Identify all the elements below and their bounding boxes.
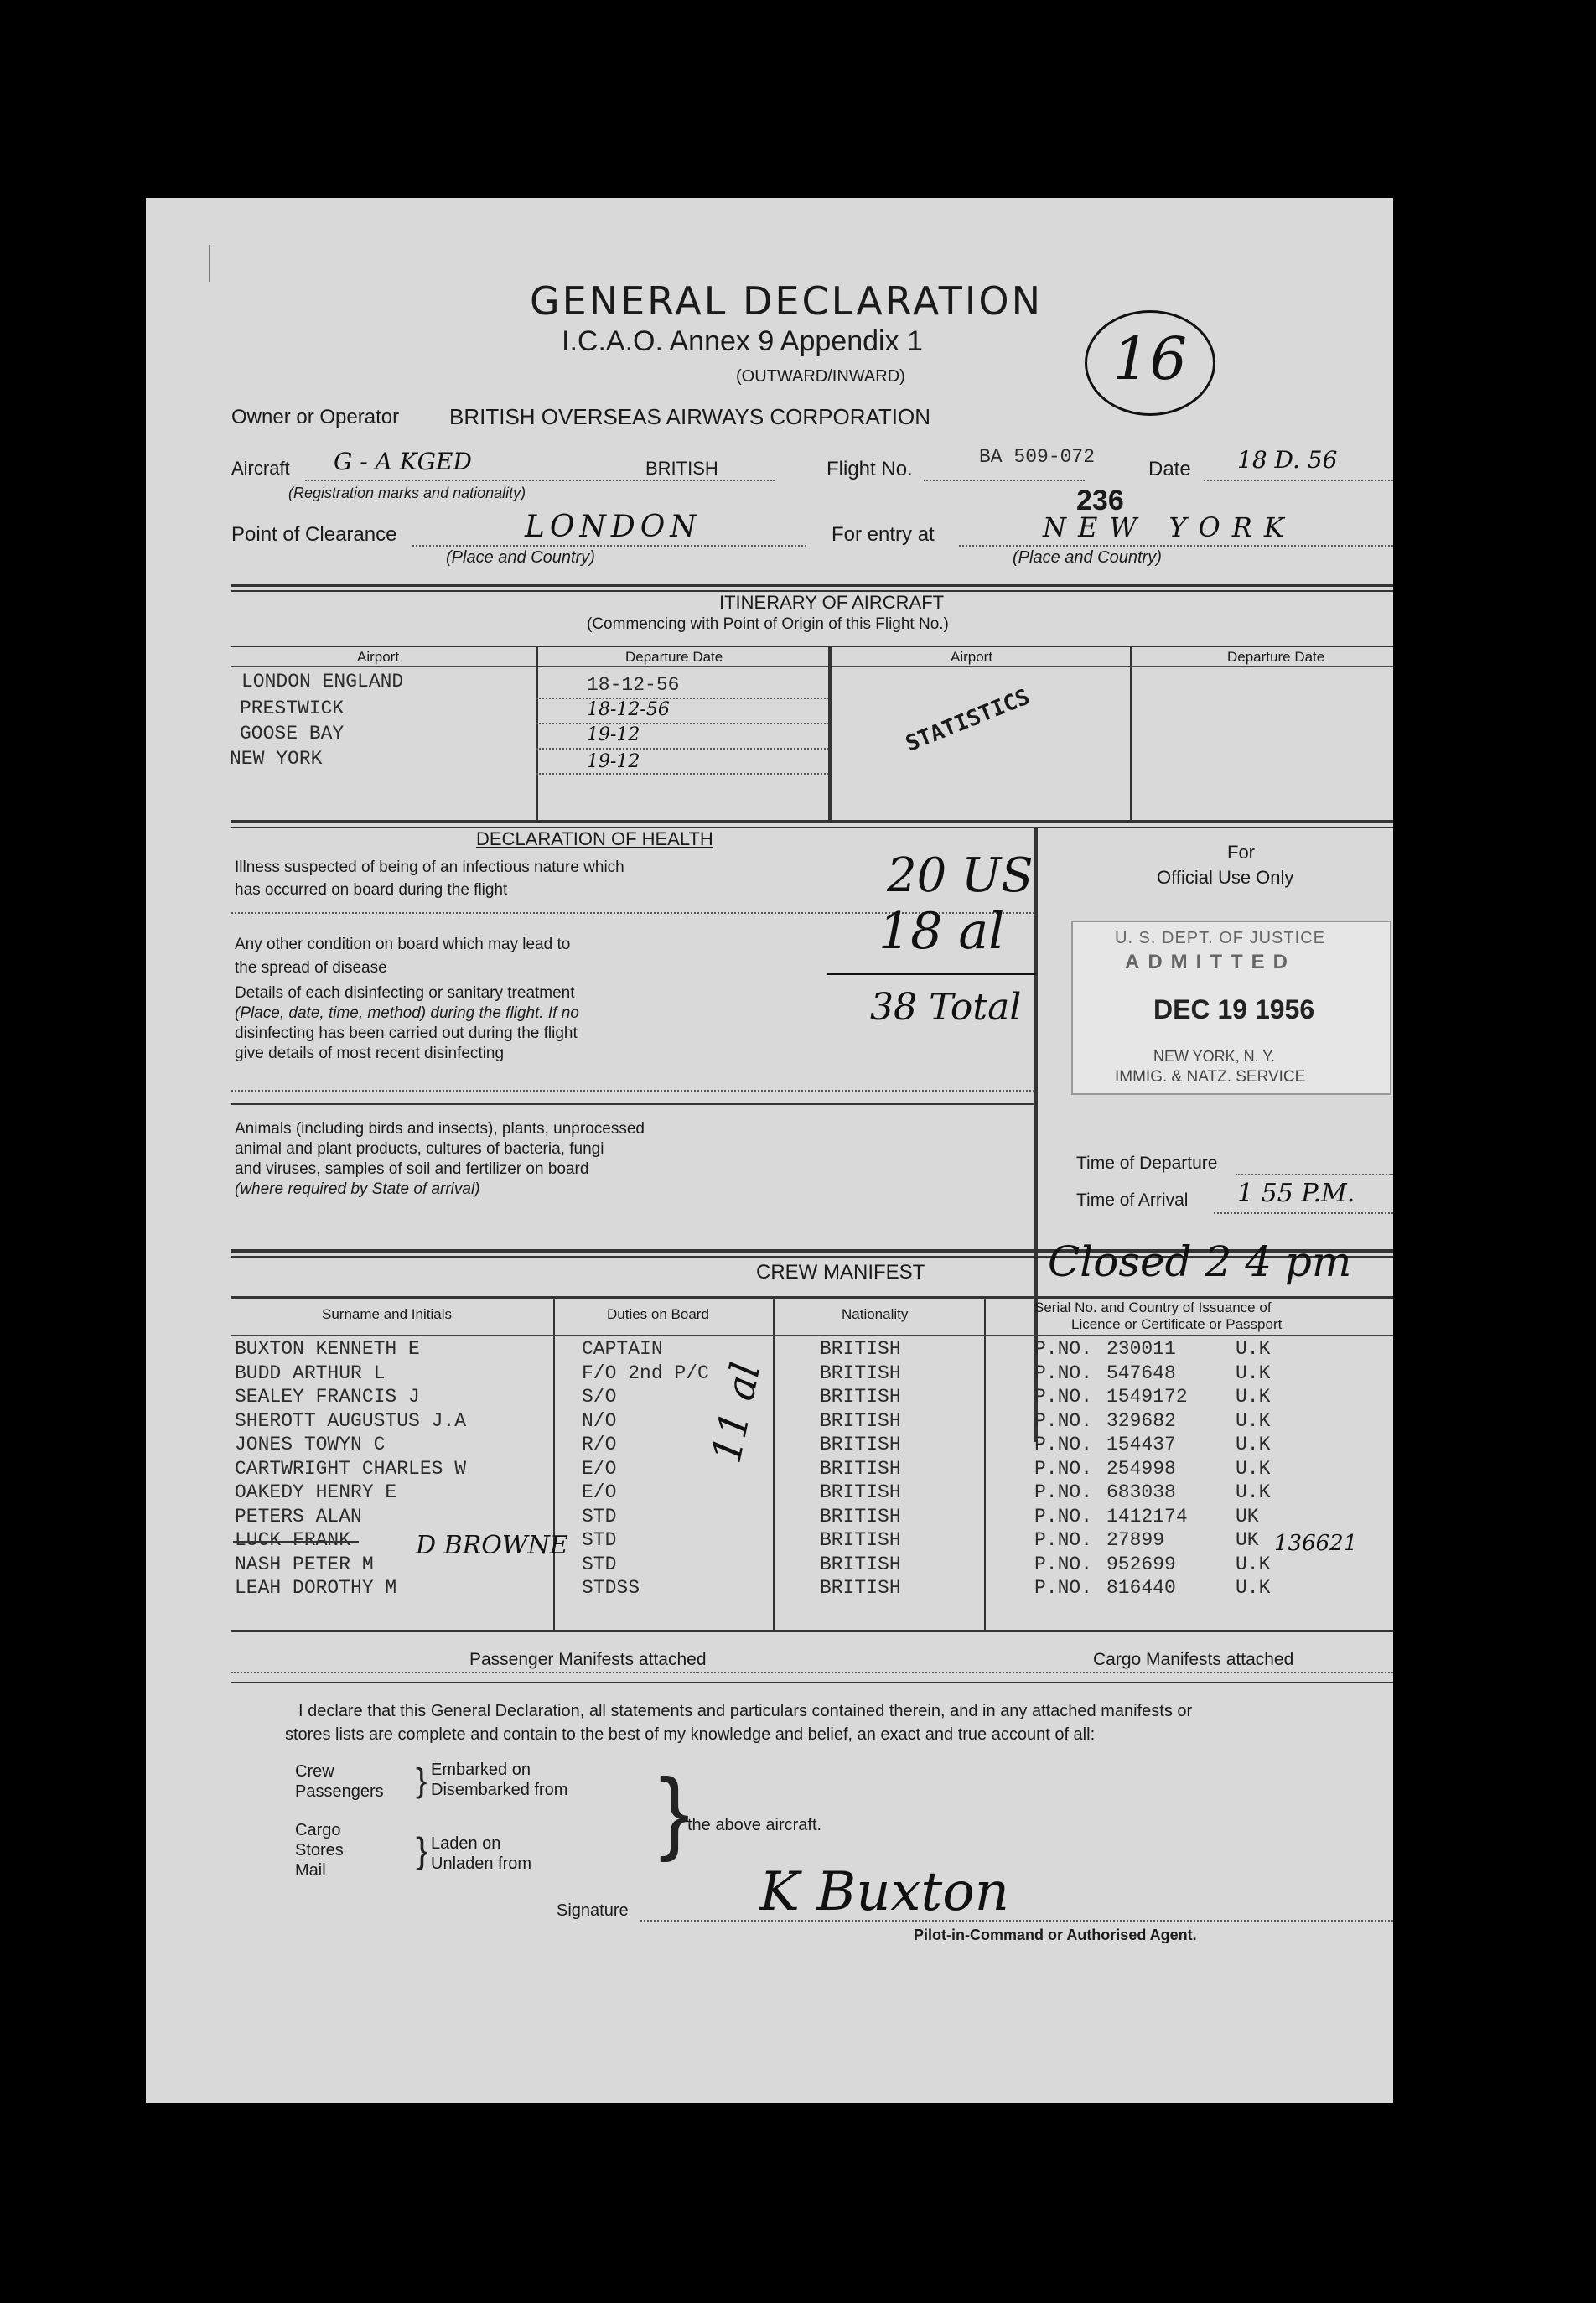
entry-label: For entry at xyxy=(832,523,935,546)
crew-row-name: NASH PETER M xyxy=(235,1553,374,1575)
decl-stores: Stores xyxy=(295,1841,344,1860)
crew-row-nationality: BRITISH xyxy=(820,1506,901,1528)
crew-row-pno: P.NO. xyxy=(1034,1410,1093,1432)
crew-row-serial: 329682 xyxy=(1106,1410,1176,1432)
crew-row-name: LUCK FRANK xyxy=(235,1529,351,1551)
crew-row-pno: P.NO. xyxy=(1034,1577,1093,1599)
crew-row-duty: E/O xyxy=(582,1458,617,1480)
health-q3-l4: give details of most recent disinfecting xyxy=(235,1045,505,1062)
crew-header-name: Surname and Initials xyxy=(322,1306,452,1322)
declaration-line-1: I declare that this General Declaration, all statements and particulars contained therein, and in any attached manifests or xyxy=(298,1702,1193,1720)
crew-row-country: U.K xyxy=(1236,1386,1271,1408)
decl-embarked: Embarked on xyxy=(431,1761,531,1779)
crew-row-duty: STD xyxy=(582,1553,617,1575)
crew-row-name: JONES TOWYN C xyxy=(235,1434,386,1455)
health-q3-l3: disinfecting has been carried out during the flight xyxy=(235,1024,578,1042)
official-label-1: For xyxy=(1227,842,1255,863)
crew-row-duty: S/O xyxy=(582,1386,617,1408)
crew-row-country: U.K xyxy=(1236,1577,1271,1599)
clearance-caption: (Place and Country) xyxy=(446,548,595,567)
crew-row-pno: P.NO. xyxy=(1034,1434,1093,1455)
crew-row-pno: P.NO. xyxy=(1034,1481,1093,1503)
health-q4-l3: and viruses, samples of soil and fertilizer on board xyxy=(235,1160,589,1178)
crew-row-country: UK xyxy=(1236,1506,1259,1528)
crew-row-duty: CAPTAIN xyxy=(582,1338,663,1360)
itinerary-row: NEW YORK xyxy=(230,748,323,770)
crew-row-pno: P.NO. xyxy=(1034,1506,1093,1528)
stamp-dept: U. S. DEPT. OF JUSTICE xyxy=(1115,929,1325,947)
health-q1-l2: has occurred on board during the flight xyxy=(235,881,508,899)
crew-row-serial: 1412174 xyxy=(1106,1506,1188,1528)
itinerary-row-date: 18-12-56 xyxy=(587,699,670,720)
health-note-us: 20 US xyxy=(887,848,1034,903)
crew-row-country: U.K xyxy=(1236,1410,1271,1432)
health-q2-l1: Any other condition on board which may lead to xyxy=(235,936,571,953)
crew-row-name: OAKEDY HENRY E xyxy=(235,1481,397,1503)
crew-row-country: U.K xyxy=(1236,1481,1271,1503)
crew-row-duty: STD xyxy=(582,1529,617,1551)
crew-row-duty: STDSS xyxy=(582,1577,640,1599)
crew-row-pno: P.NO. xyxy=(1034,1458,1093,1480)
crew-row-name: PETERS ALAN xyxy=(235,1506,362,1528)
direction-label: (OUTWARD/INWARD) xyxy=(736,367,905,386)
itinerary-row-date: 19-12 xyxy=(587,724,640,745)
crew-row-nationality: BRITISH xyxy=(820,1553,901,1575)
crew-header-serial-2: Licence or Certificate or Passport xyxy=(1071,1316,1282,1332)
stamp-status: ADMITTED xyxy=(1125,951,1296,973)
health-title: DECLARATION OF HEALTH xyxy=(476,828,713,849)
signature-caption: Pilot-in-Command or Authorised Agent. xyxy=(914,1927,1197,1943)
cargo-manifests: Cargo Manifests attached xyxy=(1090,1650,1297,1670)
reference-number: 236 xyxy=(1076,485,1124,516)
itinerary-row: LONDON ENGLAND xyxy=(241,671,404,692)
decl-mail: Mail xyxy=(295,1861,326,1880)
itinerary-header-date-2: Departure Date xyxy=(1227,649,1325,665)
crew-row-country: U.K xyxy=(1236,1458,1271,1480)
crew-row-name: BUXTON KENNETH E xyxy=(235,1338,420,1360)
crew-row-name: SEALEY FRANCIS J xyxy=(235,1386,420,1408)
crew-row-serial: 816440 xyxy=(1106,1577,1176,1599)
date-value: 18 D. 56 xyxy=(1237,446,1338,474)
page-marker: 16 xyxy=(1085,310,1215,416)
stamp-service: IMMIG. & NATZ. SERVICE xyxy=(1115,1068,1306,1086)
official-label-2: Official Use Only xyxy=(1157,867,1294,888)
clearance-value: LONDON xyxy=(525,510,702,544)
crew-row-name: LEAH DOROTHY M xyxy=(235,1577,397,1599)
form-subtitle: I.C.A.O. Annex 9 Appendix 1 xyxy=(562,325,923,357)
entry-value: NEW YORK xyxy=(1043,511,1296,543)
itinerary-title: ITINERARY OF AIRCRAFT xyxy=(719,592,945,613)
health-q4-l4: (where required by State of arrival) xyxy=(235,1180,480,1198)
crew-row-duty: N/O xyxy=(582,1410,617,1432)
crew-row-nationality: BRITISH xyxy=(820,1338,901,1360)
health-note-al: 18 al xyxy=(878,902,1005,961)
stamp-city: NEW YORK, N. Y. xyxy=(1153,1048,1276,1065)
crew-row-nationality: BRITISH xyxy=(820,1458,901,1480)
crew-row-serial: 952699 xyxy=(1106,1553,1176,1575)
crew-row-country: U.K xyxy=(1236,1338,1271,1360)
entry-caption: (Place and Country) xyxy=(1013,548,1162,567)
crew-row-pno: P.NO. xyxy=(1034,1338,1093,1360)
itinerary-header-airport: Airport xyxy=(357,649,400,665)
crew-row-duty: F/O 2nd P/C xyxy=(582,1362,709,1384)
crew-row-nationality: BRITISH xyxy=(820,1410,901,1432)
crew-row-serial: 27899 xyxy=(1106,1529,1165,1551)
crew-row-pno: P.NO. xyxy=(1034,1553,1093,1575)
crew-row-duty: STD xyxy=(582,1506,617,1528)
aircraft-nationality: BRITISH xyxy=(645,458,718,479)
decl-cargo: Cargo xyxy=(295,1821,341,1839)
registration-caption: (Registration marks and nationality) xyxy=(288,485,526,501)
admitted-stamp xyxy=(1071,921,1391,1095)
crew-replacement-name: D BROWNE xyxy=(416,1531,568,1560)
statistics-stamp: STATISTICS xyxy=(902,684,1034,757)
crew-row-serial: 683038 xyxy=(1106,1481,1176,1503)
crew-row-pno: P.NO. xyxy=(1034,1386,1093,1408)
itinerary-header-airport-2: Airport xyxy=(951,649,993,665)
decl-laden: Laden on xyxy=(431,1834,501,1853)
crew-title: CREW MANIFEST xyxy=(756,1261,925,1284)
flight-no-value: BA 509-072 xyxy=(979,446,1096,468)
signature-label: Signature xyxy=(557,1901,629,1920)
itinerary-row-date: 19-12 xyxy=(587,751,640,772)
form-title: GENERAL DECLARATION xyxy=(530,278,1044,324)
crew-row-serial: 547648 xyxy=(1106,1362,1176,1384)
crew-replacement-serial: 136621 xyxy=(1274,1531,1358,1556)
health-q4-l1: Animals (including birds and insects), plants, unprocessed xyxy=(235,1120,645,1138)
crew-row-country: U.K xyxy=(1236,1434,1271,1455)
crew-closed-note: Closed 2 4 pm xyxy=(1048,1237,1352,1286)
crew-header-duties: Duties on Board xyxy=(607,1306,709,1322)
flight-no-label: Flight No. xyxy=(826,458,913,480)
clearance-label: Point of Clearance xyxy=(231,523,397,546)
health-q4-l2: animal and plant products, cultures of bacteria, fungi xyxy=(235,1140,604,1158)
crew-row-name: SHEROTT AUGUSTUS J.A xyxy=(235,1410,467,1432)
declaration-form: GENERAL DECLARATION I.C.A.O. Annex 9 Appendix 1 (OUTWARD/INWARD) 16 Owner or Operator BRITISH OVERSEAS AIRWAYS CORPORATION Aircraft G - A KGED BRITISH (Registration marks and nationality) Flight No. BA 509-072 Date 18 D. 56 236 Point of Clearance LONDON (Place and Country) For entry at NEW YORK (Place and Country) ITINERARY OF AIRCRAFT (Commencing with Point of Origin of this Flight No.) Airport Departure Date Airport Departure Date LONDON ENGLAND 18-12-56 PRESTWICK 18-12-56 GOOSE BAY 19-12 NEW YORK 19-12 STATISTICS DECLARATION OF HEALTH Illness suspected of being of an infectious nature which has occurred on board during the flight Any other condition on board which may lead to the spread of disease Details of each disinfecting or sanitary treatment (Place, date, time, method) during the flight. If no disinfecting has been carried out during the flight give details of most recent disinfecting Animals (including birds and insects), plants, unprocessed animal and plant products, cultures of bacteria, fungi and viruses, samples of soil and fertilizer on board (where required by State of arrival) 20 US 18 al 38 Total For Official Use Only U. S. DEPT. OF JUSTICE ADMITTED DEC 19 1956 NEW YORK, N. Y. IMMIG. & NATZ. SERVICE Time of Departure Time of Arrival 1 55 P.M. CREW MANIFEST Closed 2 4 pm Surname and Initials Duties on Board Nationality Serial No. and Country of Issuance of Licence or Certificate or Passport BUXTON KENNETH E CAPTAIN BRITISH P.NO. 230011 U.K BUDD ARTHUR L F/O 2nd P/C BRITISH P.NO. 547648 U.K SEALEY FRANCIS J S/O BRITISH P.NO. 1549172 U.K SHEROTT AUGUSTUS J.A N/O BRITISH P.NO. 329682 U.K JONES TOWYN C R/O BRITISH P.NO. 154437 U.K CARTWRIGHT CHARLES W E/O BRITISH P.NO. 254998 U.K OAKEDY HENRY E E/O BRITISH P.NO. 683038 U.K PETERS ALAN STD BRITISH P.NO. 1412174 UK LUCK FRANK STD BRITISH P.NO. 27899 UK NASH PETER M STD BRITISH P.NO. 952699 U.K LEAH DOROTHY M STDSS BRITISH P.NO. 816440 U.K D BROWNE 136621 11 al Passenger Manifests attached Cargo Manifests attached I declare that this General Declaration, all statements and particulars contained therein, and in any attached manifests or stores lists are complete and contain to the best of my knowledge and belief, an exact and true account of all: Crew Passengers } Embarked on Disembarked from Cargo Stores Mail } Laden on Unladen from } the above aircraft. Signature K Buxton Pilot-in-Command or Authorised Agent. xyxy=(146,198,1393,2103)
crew-row-nationality: BRITISH xyxy=(820,1386,901,1408)
health-q2-l2: the spread of disease xyxy=(235,959,387,977)
decl-crew: Crew xyxy=(295,1762,334,1781)
arrival-time-value: 1 55 P.M. xyxy=(1237,1179,1355,1208)
crew-row-country: U.K xyxy=(1236,1553,1271,1575)
crew-row-duty: E/O xyxy=(582,1481,617,1503)
crew-row-serial: 154437 xyxy=(1106,1434,1176,1455)
date-label: Date xyxy=(1148,458,1191,480)
crew-row-nationality: BRITISH xyxy=(820,1362,901,1384)
aircraft-registration: G - A KGED xyxy=(334,448,472,475)
crew-row-serial: 230011 xyxy=(1106,1338,1176,1360)
passenger-manifests: Passenger Manifests attached xyxy=(466,1650,710,1670)
decl-disembarked: Disembarked from xyxy=(431,1781,568,1799)
crew-header-serial-1: Serial No. and Country of Issuance of xyxy=(1034,1299,1272,1315)
crew-row-country: UK xyxy=(1236,1529,1259,1551)
crew-row-name: BUDD ARTHUR L xyxy=(235,1362,386,1384)
health-q3-l2: (Place, date, time, method) during the flight. If no xyxy=(235,1004,579,1022)
decl-above-aircraft: the above aircraft. xyxy=(687,1816,822,1834)
itinerary-row: PRESTWICK xyxy=(240,698,345,719)
crew-row-pno: P.NO. xyxy=(1034,1362,1093,1384)
crew-row-name: CARTWRIGHT CHARLES W xyxy=(235,1458,467,1480)
health-q3-l1: Details of each disinfecting or sanitary treatment xyxy=(235,984,575,1002)
strike-through xyxy=(233,1541,359,1543)
itinerary-row: GOOSE BAY xyxy=(240,723,345,744)
crew-row-nationality: BRITISH xyxy=(820,1434,901,1455)
itinerary-header-date: Departure Date xyxy=(625,649,723,665)
crew-margin-note: 11 al xyxy=(702,1358,770,1467)
owner-value: BRITISH OVERSEAS AIRWAYS CORPORATION xyxy=(449,404,931,429)
crew-row-serial: 1549172 xyxy=(1106,1386,1188,1408)
crew-header-nationality: Nationality xyxy=(842,1306,909,1322)
crew-row-duty: R/O xyxy=(582,1434,617,1455)
crew-row-nationality: BRITISH xyxy=(820,1577,901,1599)
arrival-time-label: Time of Arrival xyxy=(1076,1190,1189,1210)
itinerary-subtitle: (Commencing with Point of Origin of this Flight No.) xyxy=(587,615,949,633)
aircraft-label: Aircraft xyxy=(231,458,290,479)
decl-unladen: Unladen from xyxy=(431,1854,532,1873)
crew-row-pno: P.NO. xyxy=(1034,1529,1093,1551)
crew-row-country: U.K xyxy=(1236,1362,1271,1384)
owner-label: Owner or Operator xyxy=(231,406,400,428)
stamp-date: DEC 19 1956 xyxy=(1153,994,1315,1024)
decl-passengers: Passengers xyxy=(295,1782,384,1801)
crew-row-nationality: BRITISH xyxy=(820,1481,901,1503)
declaration-line-2: stores lists are complete and contain to the best of my knowledge and belief, an exact and true account of all: xyxy=(285,1725,1096,1744)
signature-value: K Buxton xyxy=(759,1861,1009,1923)
departure-time-label: Time of Departure xyxy=(1076,1154,1218,1173)
crew-row-nationality: BRITISH xyxy=(820,1529,901,1551)
crew-row-serial: 254998 xyxy=(1106,1458,1176,1480)
health-q1-l1: Illness suspected of being of an infectious nature which xyxy=(235,858,624,876)
health-note-total: 38 Total xyxy=(870,986,1022,1029)
itinerary-row-date: 18-12-56 xyxy=(587,674,680,696)
